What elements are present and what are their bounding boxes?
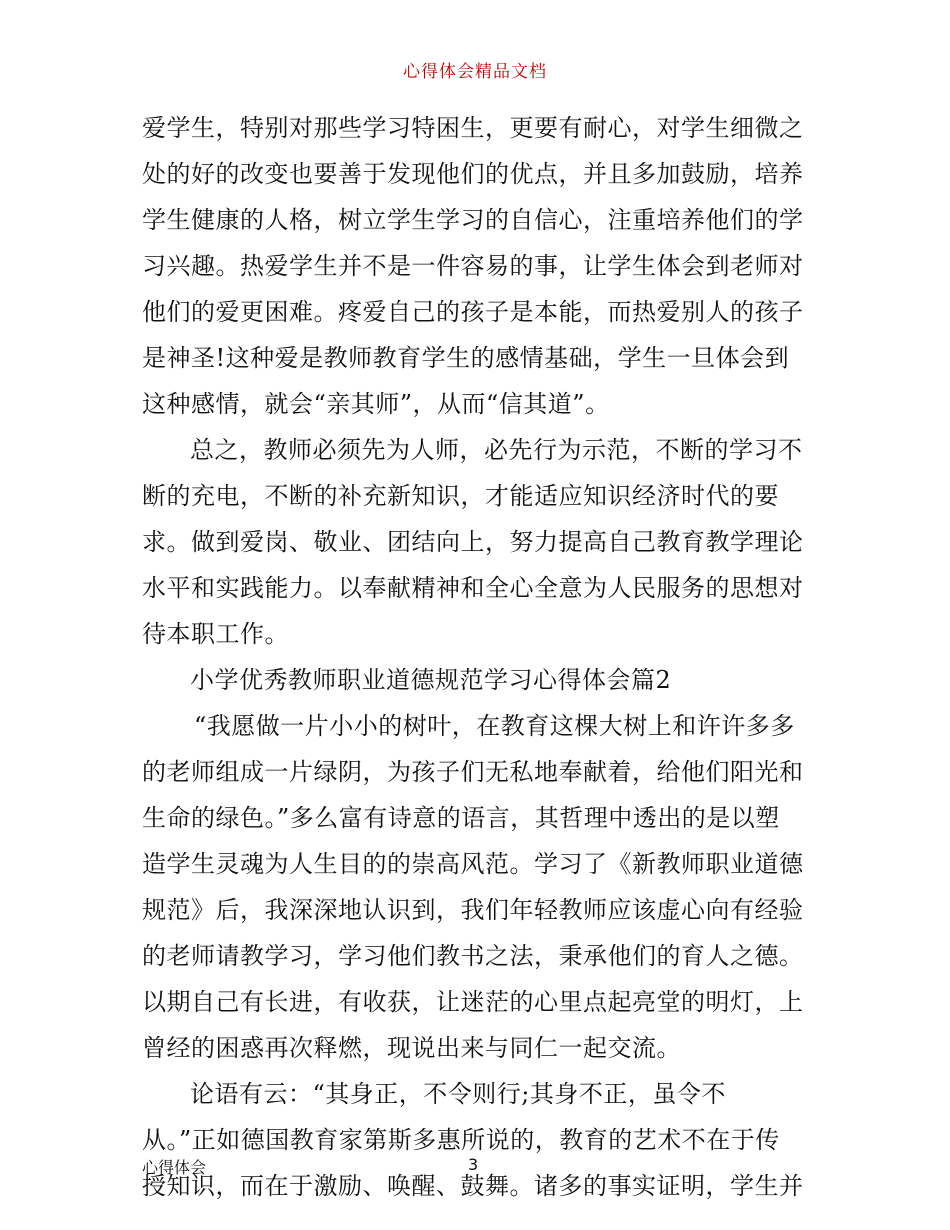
text-line: 学生健康的人格，树立学生学习的自信心，注重培养他们的学 xyxy=(142,206,804,234)
text-line: 爱学生，特别对那些学习特困生，更要有耐心，对学生细微之 xyxy=(142,114,804,142)
page-number: 3 xyxy=(468,1155,479,1174)
text-line: 是神圣!这种爱是教师教育学生的感情基础，学生一旦体会到 xyxy=(142,344,790,372)
paragraph-start-line: “我愿做一片小小的树叶，在教育这棵大树上和许许多多 xyxy=(194,712,795,740)
paragraph-start-line: 论语有云：“其身正，不令则行;其身不正，虽令不 xyxy=(190,1080,726,1108)
text-line: 待本职工作。 xyxy=(142,620,289,648)
text-line: 他们的爱更困难。疼爱自己的孩子是本能，而热爱别人的孩子 xyxy=(142,298,804,326)
footer-label: 心得体会 xyxy=(142,1158,207,1177)
document-body xyxy=(142,105,812,1209)
text-line: 曾经的困惑再次释燃，现说出来与同仁一起交流。 xyxy=(142,1034,681,1062)
paragraph-start-line: 总之，教师必须先为人师，必先行为示范，不断的学习不 xyxy=(190,436,803,464)
text-line: 从。”正如德国教育家第斯多惠所说的，教育的艺术不在于传 xyxy=(142,1126,780,1154)
text-line: 生命的绿色。”多么富有诗意的语言，其哲理中透出的是以塑 xyxy=(142,804,780,832)
text-line: 处的好的改变也要善于发现他们的优点，并且多加鼓励，培养 xyxy=(142,160,804,188)
text-line: 的老师组成一片绿阴，为孩子们无私地奉献着，给他们阳光和 xyxy=(142,758,804,786)
text-line: 规范》后，我深深地认识到，我们年轻教师应该虚心向有经验 xyxy=(142,896,804,924)
text-line: 的老师请教学习，学习他们教书之法，秉承他们的育人之德。 xyxy=(142,942,804,970)
document-header: 心得体会精品文档 xyxy=(403,62,547,82)
text-line: 以期自己有长进，有收获，让迷茫的心里点起亮堂的明灯，上 xyxy=(142,988,804,1016)
text-line: 这种感情，就会“亲其师”，从而“信其道”。 xyxy=(142,390,610,418)
text-line: 求。做到爱岗、敬业、团结向上，努力提高自己教育教学理论 xyxy=(142,528,804,556)
section-heading: 小学优秀教师职业道德规范学习心得体会篇2 xyxy=(190,666,672,694)
text-line: 造学生灵魂为人生目的的崇高风范。学习了《新教师职业道德 xyxy=(142,850,804,878)
text-line: 授知识，而在于激励、唤醒、鼓舞。诸多的事实证明，学生并 xyxy=(142,1172,804,1200)
text-line: 习兴趣。热爱学生并不是一件容易的事，让学生体会到老师对 xyxy=(142,252,804,280)
text-line: 水平和实践能力。以奉献精神和全心全意为人民服务的思想对 xyxy=(142,574,804,602)
text-line: 断的充电，不断的补充新知识，才能适应知识经济时代的要 xyxy=(142,482,779,510)
